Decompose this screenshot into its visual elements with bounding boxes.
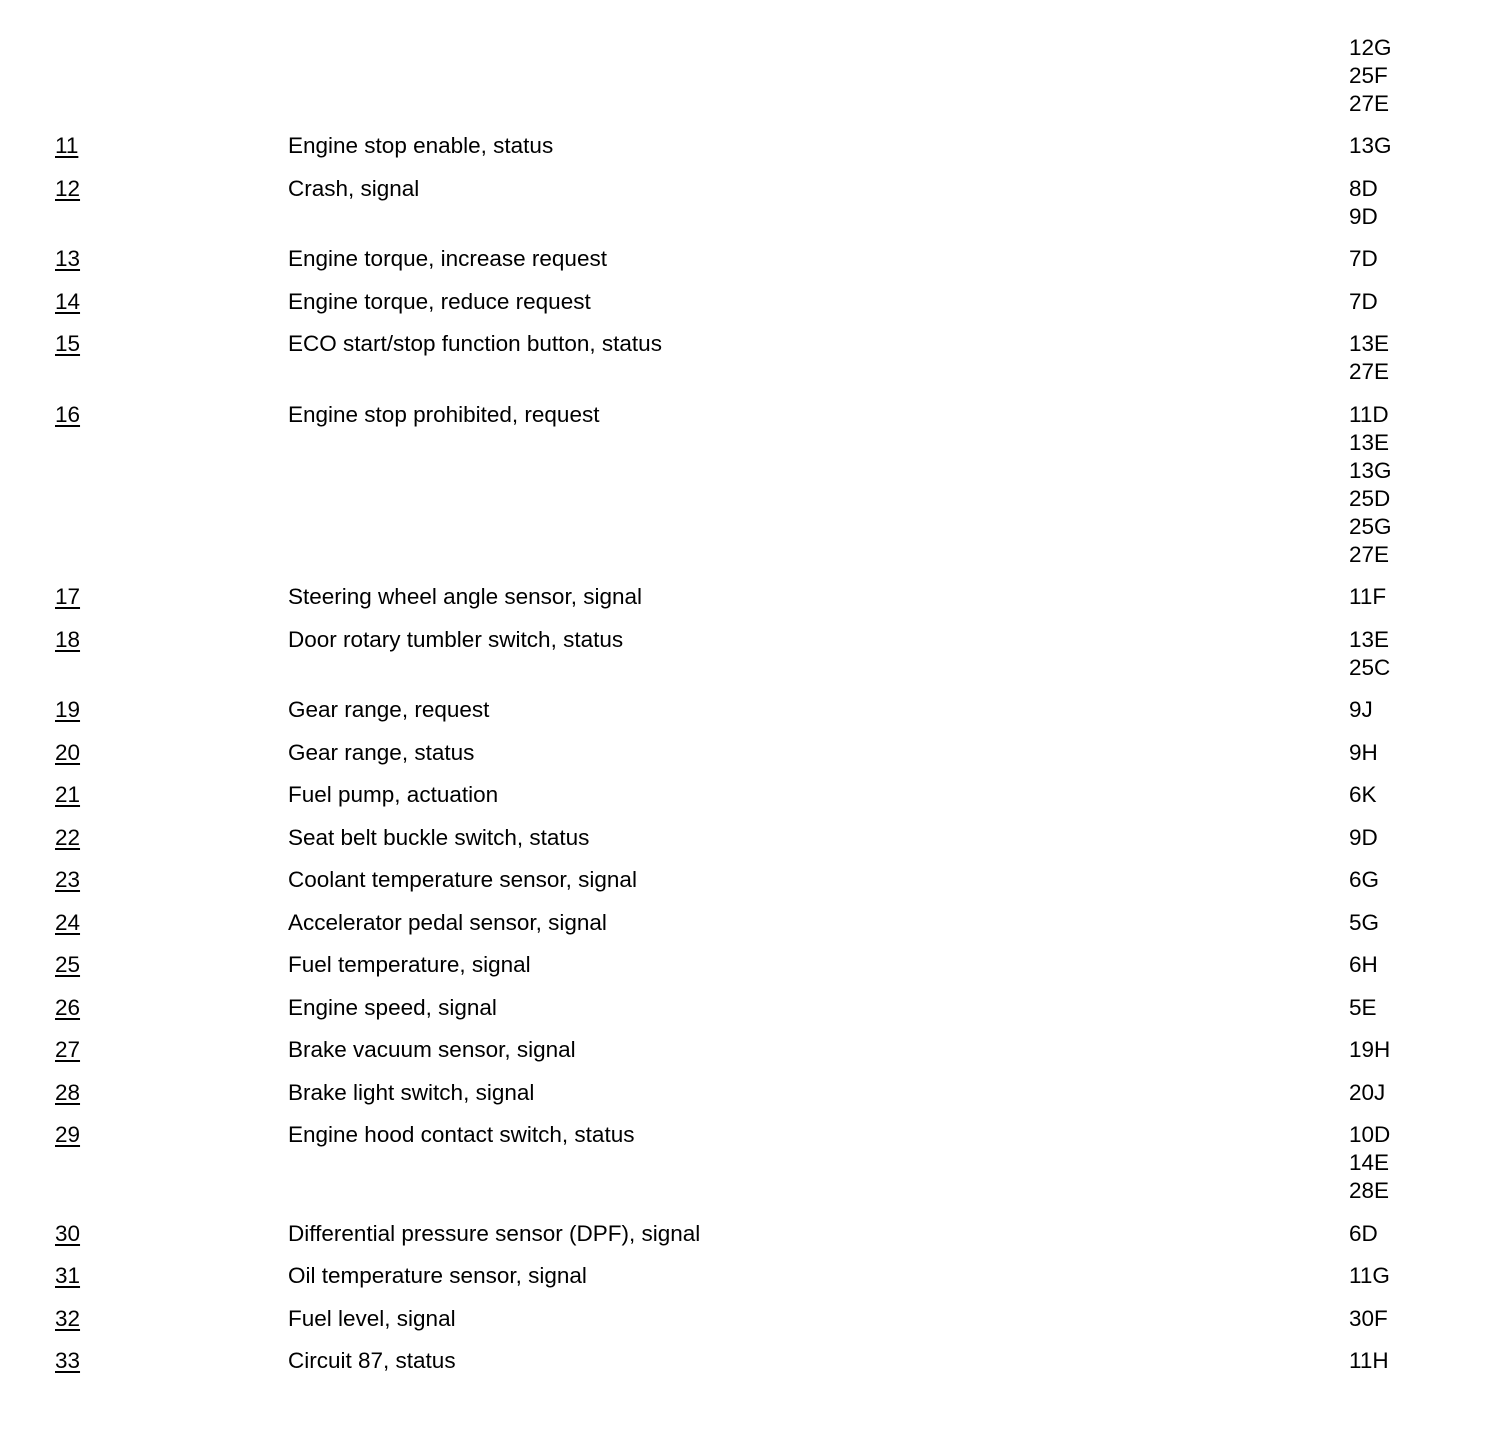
grid-references xyxy=(1349,1305,1469,1333)
signal-description: Fuel level, signal xyxy=(288,1305,456,1331)
grid-reference: 11F xyxy=(1349,584,1387,609)
signal-number-link[interactable]: 18 xyxy=(55,626,81,652)
signal-number-link[interactable]: 30 xyxy=(55,1220,81,1246)
grid-reference: 11H xyxy=(1349,1348,1389,1373)
signal-description: Circuit 87, status xyxy=(288,1348,456,1373)
signal-description: Engine stop prohibited, request xyxy=(288,401,600,427)
grid-reference: 25G xyxy=(1349,513,1392,539)
signal-number-link[interactable]: 21 xyxy=(55,782,81,807)
signal-row xyxy=(0,866,1504,909)
signal-number-link[interactable]: 31 xyxy=(55,1263,81,1288)
grid-references xyxy=(1349,739,1469,767)
signal-number-link[interactable]: 11 xyxy=(55,133,79,158)
signal-number-link[interactable]: 12 xyxy=(55,175,81,201)
signal-number-link[interactable]: 15 xyxy=(55,331,81,356)
signal-row xyxy=(0,739,1504,782)
signal-row xyxy=(0,1347,1504,1390)
signal-description: Accelerator pedal sensor, signal xyxy=(288,909,607,935)
signal-row xyxy=(0,288,1504,331)
grid-references xyxy=(1349,1079,1469,1107)
signal-description: ECO start/stop function button, status xyxy=(288,331,662,356)
signal-description: Fuel pump, actuation xyxy=(288,782,499,807)
grid-reference: 11D xyxy=(1349,401,1389,427)
grid-reference: 6K xyxy=(1349,782,1377,807)
signal-row xyxy=(0,824,1504,867)
signal-row xyxy=(0,583,1504,626)
signal-row xyxy=(0,1305,1504,1348)
signal-row xyxy=(0,1036,1504,1079)
signal-description: Door rotary tumbler switch, status xyxy=(288,626,624,652)
signal-row xyxy=(0,626,1504,697)
grid-reference: 13E xyxy=(1349,429,1390,455)
signal-row xyxy=(0,951,1504,994)
signal-row xyxy=(0,696,1504,739)
grid-reference: 20J xyxy=(1349,1079,1386,1105)
grid-references xyxy=(1349,175,1469,231)
signal-row xyxy=(0,175,1504,246)
continued-reference: 12G xyxy=(1349,35,1392,60)
grid-reference: 19H xyxy=(1349,1037,1391,1062)
signal-number-link[interactable]: 16 xyxy=(55,401,81,427)
grid-reference: 27E xyxy=(1349,359,1390,384)
signal-row xyxy=(0,781,1504,824)
grid-reference: 30F xyxy=(1349,1305,1388,1331)
grid-references xyxy=(1349,951,1469,979)
signal-number-link[interactable]: 19 xyxy=(55,697,81,722)
signal-list xyxy=(0,132,1504,1390)
signal-row xyxy=(0,994,1504,1037)
signal-number-link[interactable]: 33 xyxy=(55,1348,81,1373)
signal-row xyxy=(0,1121,1504,1220)
grid-reference: 13E xyxy=(1349,331,1390,356)
signal-description: Gear range, status xyxy=(288,739,475,765)
grid-reference: 6G xyxy=(1349,867,1380,892)
signal-description: Fuel temperature, signal xyxy=(288,952,531,977)
grid-reference: 27E xyxy=(1349,541,1390,567)
signal-number-link[interactable]: 13 xyxy=(55,246,81,271)
grid-references xyxy=(1349,245,1469,273)
grid-references xyxy=(1349,781,1469,809)
grid-references xyxy=(1349,330,1469,386)
signal-description: Oil temperature sensor, signal xyxy=(288,1263,587,1288)
signal-number-link[interactable]: 29 xyxy=(55,1122,81,1147)
signal-description: Brake light switch, signal xyxy=(288,1079,535,1105)
signal-row xyxy=(0,909,1504,952)
grid-reference: 5E xyxy=(1349,994,1377,1020)
signal-description: Seat belt buckle switch, status xyxy=(288,824,590,850)
grid-references xyxy=(1349,1220,1469,1248)
grid-reference: 5G xyxy=(1349,909,1380,935)
grid-reference: 13G xyxy=(1349,133,1392,158)
grid-reference: 25C xyxy=(1349,654,1391,680)
signal-row xyxy=(0,1262,1504,1305)
signal-row xyxy=(0,1079,1504,1122)
grid-references xyxy=(1349,1121,1469,1205)
signal-number-link[interactable]: 22 xyxy=(55,824,81,850)
signal-description: Engine torque, reduce request xyxy=(288,288,591,314)
grid-reference: 11G xyxy=(1349,1263,1390,1288)
grid-reference: 9J xyxy=(1349,697,1373,722)
grid-references xyxy=(1349,994,1469,1022)
signal-description: Steering wheel angle sensor, signal xyxy=(288,584,642,609)
grid-reference: 7D xyxy=(1349,246,1378,271)
grid-references xyxy=(1349,583,1469,611)
signal-row xyxy=(0,132,1504,175)
continued-reference: 25F xyxy=(1349,63,1388,88)
grid-reference: 7D xyxy=(1349,288,1378,314)
grid-reference: 9D xyxy=(1349,824,1378,850)
signal-description: Engine stop enable, status xyxy=(288,133,554,158)
signal-description: Differential pressure sensor (DPF), signal xyxy=(288,1220,701,1246)
grid-reference: 25D xyxy=(1349,485,1391,511)
grid-reference: 9D xyxy=(1349,203,1378,229)
signal-row xyxy=(0,245,1504,288)
grid-references xyxy=(1349,288,1469,316)
grid-references xyxy=(1349,1036,1469,1064)
grid-references xyxy=(1349,909,1469,937)
grid-reference: 13G xyxy=(1349,457,1392,483)
grid-reference: 6H xyxy=(1349,952,1378,977)
grid-reference: 8D xyxy=(1349,175,1378,201)
signal-number-link[interactable]: 24 xyxy=(55,909,81,935)
grid-reference: 28E xyxy=(1349,1178,1390,1203)
grid-references xyxy=(1349,401,1469,569)
signal-description: Gear range, request xyxy=(288,697,490,722)
grid-references xyxy=(1349,866,1469,894)
grid-reference: 14E xyxy=(1349,1150,1390,1175)
signal-description: Coolant temperature sensor, signal xyxy=(288,867,637,892)
signal-description: Engine speed, signal xyxy=(288,994,497,1020)
grid-references xyxy=(1349,626,1469,682)
signal-description: Crash, signal xyxy=(288,175,420,201)
continued-references xyxy=(1349,34,1469,118)
grid-references xyxy=(1349,1347,1469,1375)
grid-references xyxy=(1349,132,1469,160)
grid-reference: 10D xyxy=(1349,1122,1391,1147)
grid-reference: 9H xyxy=(1349,739,1378,765)
signal-number-link[interactable]: 28 xyxy=(55,1079,81,1105)
signal-row xyxy=(0,401,1504,584)
signal-row xyxy=(0,330,1504,401)
grid-references xyxy=(1349,696,1469,724)
signal-number-link[interactable]: 17 xyxy=(55,584,81,609)
signal-number-link[interactable]: 27 xyxy=(55,1037,81,1062)
signal-number-link[interactable]: 20 xyxy=(55,739,81,765)
signal-number-link[interactable]: 14 xyxy=(55,288,81,314)
signal-number-link[interactable]: 25 xyxy=(55,952,81,977)
grid-reference: 13E xyxy=(1349,626,1390,652)
grid-references xyxy=(1349,824,1469,852)
signal-description: Brake vacuum sensor, signal xyxy=(288,1037,576,1062)
signal-number-link[interactable]: 26 xyxy=(55,994,81,1020)
signal-description: Engine torque, increase request xyxy=(288,246,607,271)
continued-reference: 27E xyxy=(1349,91,1390,116)
signal-number-link[interactable]: 23 xyxy=(55,867,81,892)
grid-reference: 6D xyxy=(1349,1220,1378,1246)
grid-references xyxy=(1349,1262,1469,1290)
signal-row xyxy=(0,1220,1504,1263)
signal-description: Engine hood contact switch, status xyxy=(288,1122,635,1147)
signal-number-link[interactable]: 32 xyxy=(55,1305,81,1331)
